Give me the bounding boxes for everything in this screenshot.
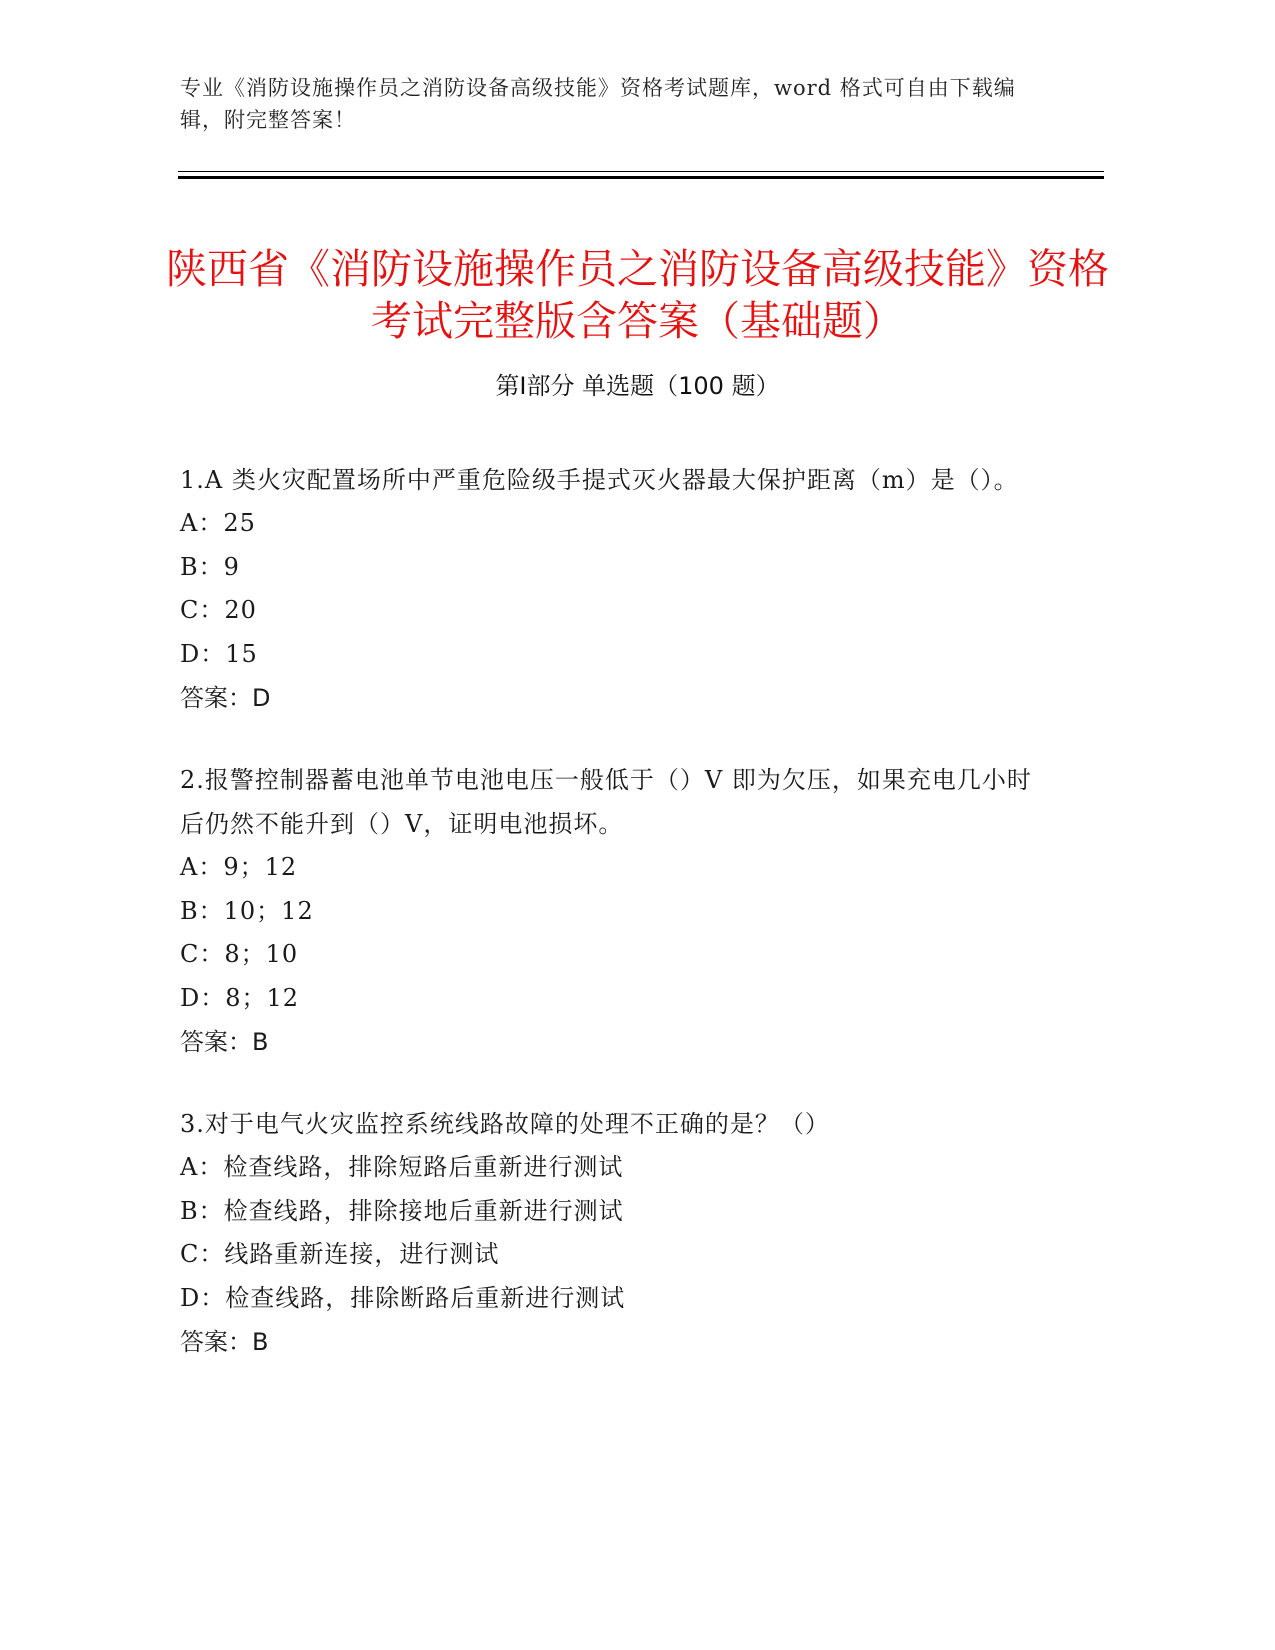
option-c: C：20 — [180, 596, 257, 624]
question-1 — [180, 458, 1040, 720]
document-title: 陕西省《消防设施操作员之消防设备高级技能》资格考试完整版含答案（基础题） — [166, 245, 1109, 346]
option-d: D：8；12 — [180, 983, 300, 1012]
option-c: C：线路重新连接，进行测试 — [180, 1240, 500, 1268]
header-divider-thin — [178, 171, 1104, 172]
question-stem: 1.A 类火灾配置场所中严重危险级手提式灭火器最大保护距离（m）是（）。 — [180, 466, 1019, 494]
question-stem: 2.报警控制器蓄电池单节电池电压一般低于（）V 即为欠压，如果充电几小时后仍然不能升到（）V，证明电池损坏。 — [180, 766, 1032, 838]
header-note: 专业《消防设施操作员之消防设备高级技能》资格考试题库，word 格式可自由下载编辑，附完整答案！ — [180, 76, 1016, 132]
header-divider-thick — [178, 176, 1104, 179]
section-title: 第Ⅰ部分 单选题（100 题） — [495, 372, 780, 400]
question-3 — [180, 1102, 1040, 1364]
option-a: A：9；12 — [180, 853, 298, 881]
option-d: D：15 — [180, 639, 258, 668]
answer: 答案：B — [180, 1328, 269, 1356]
option-b: B：检查线路，排除接地后重新进行测试 — [180, 1196, 624, 1225]
option-a: A：检查线路，排除短路后重新进行测试 — [180, 1153, 624, 1181]
option-a: A：25 — [180, 509, 256, 537]
option-c: C：8；10 — [180, 940, 299, 968]
question-list — [180, 458, 1040, 1402]
question-stem: 3.对于电气火灾监控系统线路故障的处理不正确的是？（） — [180, 1110, 830, 1138]
question-2 — [180, 758, 1040, 1064]
answer: 答案：D — [180, 684, 271, 712]
answer: 答案：B — [180, 1028, 269, 1056]
option-d: D：检查线路，排除断路后重新进行测试 — [180, 1283, 626, 1312]
option-b: B：9 — [180, 552, 240, 581]
option-b: B：10；12 — [180, 896, 314, 925]
